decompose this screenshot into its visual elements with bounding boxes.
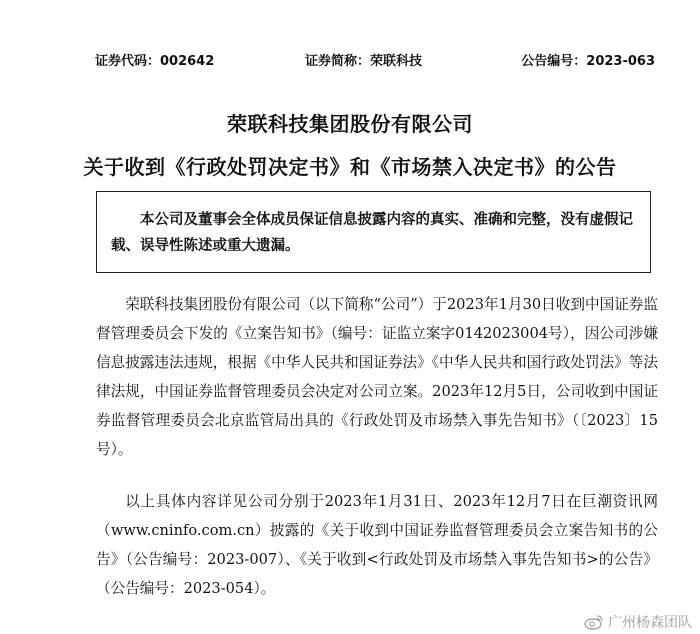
disclaimer-box <box>96 191 651 273</box>
announcement-title: 关于收到《行政处罚决定书》和《市场禁入决定书》的公告 <box>83 155 617 179</box>
weibo-icon <box>584 614 604 630</box>
watermark-text: 广州杨森团队 <box>608 615 692 631</box>
document-header <box>95 50 655 74</box>
notice-number: 公告编号：2023-063 <box>521 54 655 69</box>
watermark <box>584 612 692 632</box>
body-paragraph-1: 荣联科技集团股份有限公司（以下简称“公司”）于2023年1月30日收到中国证券监督管理委员会下发的《立案告知书》（编号：证监立案字0142023004号），因公司涉嫌信息披露违法违规，根据《中华人民共和国证券法》《中华人民共和国行政处罚法》等法律法规，中国证券监督管理委员会决定对公司立案。2023年12月5日，公司收到中国证券监督管理委员会北京监管局出具的《行政处罚及市场禁入事先告知书》（〔2023〕15号）。 <box>96 296 658 458</box>
company-title: 荣联科技集团股份有限公司 <box>227 112 473 136</box>
body-paragraph-2: 以上具体内容详见公司分别于2023年1月31日、2023年12月7日在巨潮资讯网（www.cninfo.com.cn）披露的《关于收到中国证券监督管理委员会立案告知书的公告》（公告编号：2023-007）、《关于收到<行政处罚及市场禁入事先告知书>的公告》（公告编号：2023-054）。 <box>96 493 658 597</box>
security-abbreviation: 证券简称：荣联科技 <box>305 54 423 69</box>
disclaimer-text: 本公司及董事会全体成员保证信息披露内容的真实、准确和完整，没有虚假记载、误导性陈述或重大遗漏。 <box>111 212 633 254</box>
security-code: 证券代码：002642 <box>95 54 215 69</box>
